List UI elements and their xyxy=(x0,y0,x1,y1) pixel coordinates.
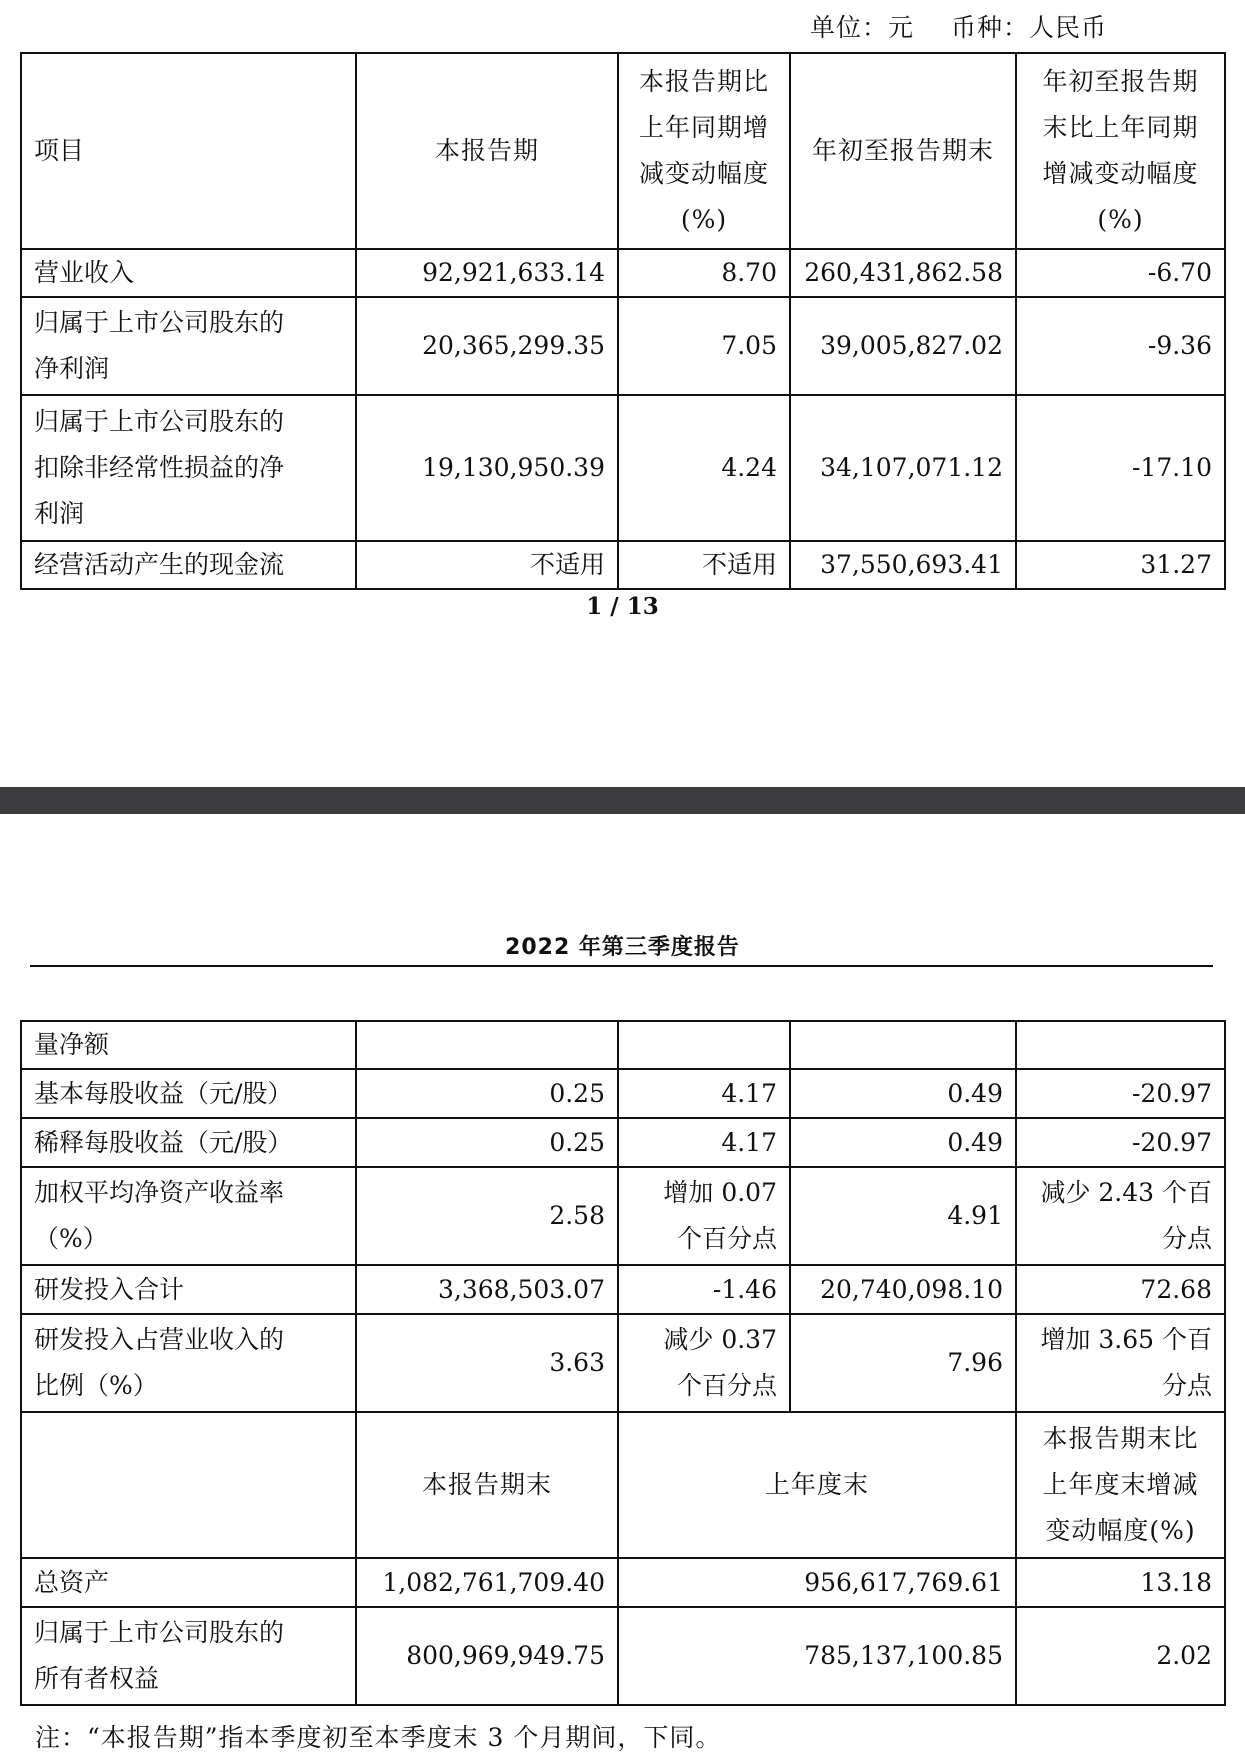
footnote: 注：“本报告期”指本季度初至本季度末 3 个月期间，下同。 xyxy=(35,1723,722,1752)
cell-current: 3,368,503.07 xyxy=(356,1265,618,1314)
balance-header-item xyxy=(21,1412,356,1558)
row-label: 营业收入 xyxy=(21,249,356,297)
cell-ytd-change: 31.27 xyxy=(1016,541,1225,589)
cell-ytd: 0.49 xyxy=(790,1118,1016,1167)
cell-current-change: 减少 0.37 个百分点 xyxy=(618,1314,790,1412)
cell-current xyxy=(356,1021,618,1069)
cell-current: 3.63 xyxy=(356,1314,618,1412)
cell-change: 13.18 xyxy=(1016,1558,1225,1607)
cell-current-change: 增加 0.07 个百分点 xyxy=(618,1167,790,1265)
cell-current-change xyxy=(618,1021,790,1069)
row-label: 归属于上市公司股东的 所有者权益 xyxy=(21,1607,356,1705)
cell-ytd-change: -20.97 xyxy=(1016,1118,1225,1167)
row-label: 经营活动产生的现金流 xyxy=(21,541,356,589)
balance-header-last-year-end: 上年度末 xyxy=(618,1412,1016,1558)
cell-ytd-change: -6.70 xyxy=(1016,249,1225,297)
table-row xyxy=(21,1069,1225,1118)
table-row xyxy=(21,249,1225,297)
row-label: 研发投入占营业收入的 比例（%） xyxy=(21,1314,356,1412)
cell-ytd: 34,107,071.12 xyxy=(790,395,1016,541)
header-item: 项目 xyxy=(21,53,356,249)
table-row xyxy=(21,1167,1225,1265)
cell-ytd: 260,431,862.58 xyxy=(790,249,1016,297)
table-row xyxy=(21,1021,1225,1069)
cell-current-change: -1.46 xyxy=(618,1265,790,1314)
cell-period-end: 800,969,949.75 xyxy=(356,1607,618,1705)
cell-current-change: 8.70 xyxy=(618,249,790,297)
cell-ytd: 7.96 xyxy=(790,1314,1016,1412)
cell-ytd: 0.49 xyxy=(790,1069,1016,1118)
cell-current: 不适用 xyxy=(356,541,618,589)
cell-ytd-change: 增加 3.65 个百 分点 xyxy=(1016,1314,1225,1412)
balance-header-row xyxy=(21,1412,1225,1558)
header-current-change: 本报告期比 上年同期增 减变动幅度 (%) xyxy=(618,53,790,249)
unit-label: 单位：元 xyxy=(810,13,915,42)
row-label: 归属于上市公司股东的 扣除非经常性损益的净 利润 xyxy=(21,395,356,541)
header-ytd: 年初至报告期末 xyxy=(790,53,1016,249)
page-divider xyxy=(0,787,1245,814)
table1-header-row xyxy=(21,53,1225,249)
cell-ytd: 39,005,827.02 xyxy=(790,297,1016,395)
page-title: 2022 年第三季度报告 xyxy=(505,935,740,960)
cell-ytd xyxy=(790,1021,1016,1069)
cell-last-year-end: 956,617,769.61 xyxy=(618,1558,1016,1607)
page-number: 1 / 13 xyxy=(586,593,659,620)
unit-currency-line xyxy=(810,8,1107,44)
table-row xyxy=(21,1265,1225,1314)
cell-current: 19,130,950.39 xyxy=(356,395,618,541)
currency-label: 币种：人民币 xyxy=(950,13,1107,42)
table-row xyxy=(21,1607,1225,1705)
cell-ytd-change: -20.97 xyxy=(1016,1069,1225,1118)
cell-current: 2.58 xyxy=(356,1167,618,1265)
balance-header-period-end: 本报告期末 xyxy=(356,1412,618,1558)
row-label: 加权平均净资产收益率 （%） xyxy=(21,1167,356,1265)
table-row xyxy=(21,395,1225,541)
financial-table-main xyxy=(20,52,1226,590)
cell-ytd-change: -9.36 xyxy=(1016,297,1225,395)
header-current: 本报告期 xyxy=(356,53,618,249)
header-ytd-change: 年初至报告期 末比上年同期 增减变动幅度 (%) xyxy=(1016,53,1225,249)
cell-current: 0.25 xyxy=(356,1118,618,1167)
cell-ytd-change: 减少 2.43 个百 分点 xyxy=(1016,1167,1225,1265)
cell-current: 92,921,633.14 xyxy=(356,249,618,297)
row-label: 研发投入合计 xyxy=(21,1265,356,1314)
cell-current-change: 4.17 xyxy=(618,1118,790,1167)
table-row xyxy=(21,1118,1225,1167)
cell-current-change: 4.24 xyxy=(618,395,790,541)
cell-current-change: 4.17 xyxy=(618,1069,790,1118)
cell-ytd: 37,550,693.41 xyxy=(790,541,1016,589)
cell-period-end: 1,082,761,709.40 xyxy=(356,1558,618,1607)
cell-ytd-change: -17.10 xyxy=(1016,395,1225,541)
cell-ytd: 4.91 xyxy=(790,1167,1016,1265)
table-row xyxy=(21,541,1225,589)
title-underline xyxy=(30,965,1213,967)
row-label: 基本每股收益（元/股） xyxy=(21,1069,356,1118)
cell-current: 20,365,299.35 xyxy=(356,297,618,395)
row-label: 归属于上市公司股东的 净利润 xyxy=(21,297,356,395)
cell-ytd-change: 72.68 xyxy=(1016,1265,1225,1314)
financial-table-continued xyxy=(20,1020,1226,1706)
row-label: 稀释每股收益（元/股） xyxy=(21,1118,356,1167)
cell-last-year-end: 785,137,100.85 xyxy=(618,1607,1016,1705)
cell-change: 2.02 xyxy=(1016,1607,1225,1705)
cell-ytd-change xyxy=(1016,1021,1225,1069)
cell-current: 0.25 xyxy=(356,1069,618,1118)
row-label: 量净额 xyxy=(21,1021,356,1069)
table-row xyxy=(21,1314,1225,1412)
row-label: 总资产 xyxy=(21,1558,356,1607)
cell-current-change: 不适用 xyxy=(618,541,790,589)
table-row xyxy=(21,297,1225,395)
balance-header-change: 本报告期末比 上年度末增减 变动幅度(%) xyxy=(1016,1412,1225,1558)
cell-ytd: 20,740,098.10 xyxy=(790,1265,1016,1314)
cell-current-change: 7.05 xyxy=(618,297,790,395)
table-row xyxy=(21,1558,1225,1607)
